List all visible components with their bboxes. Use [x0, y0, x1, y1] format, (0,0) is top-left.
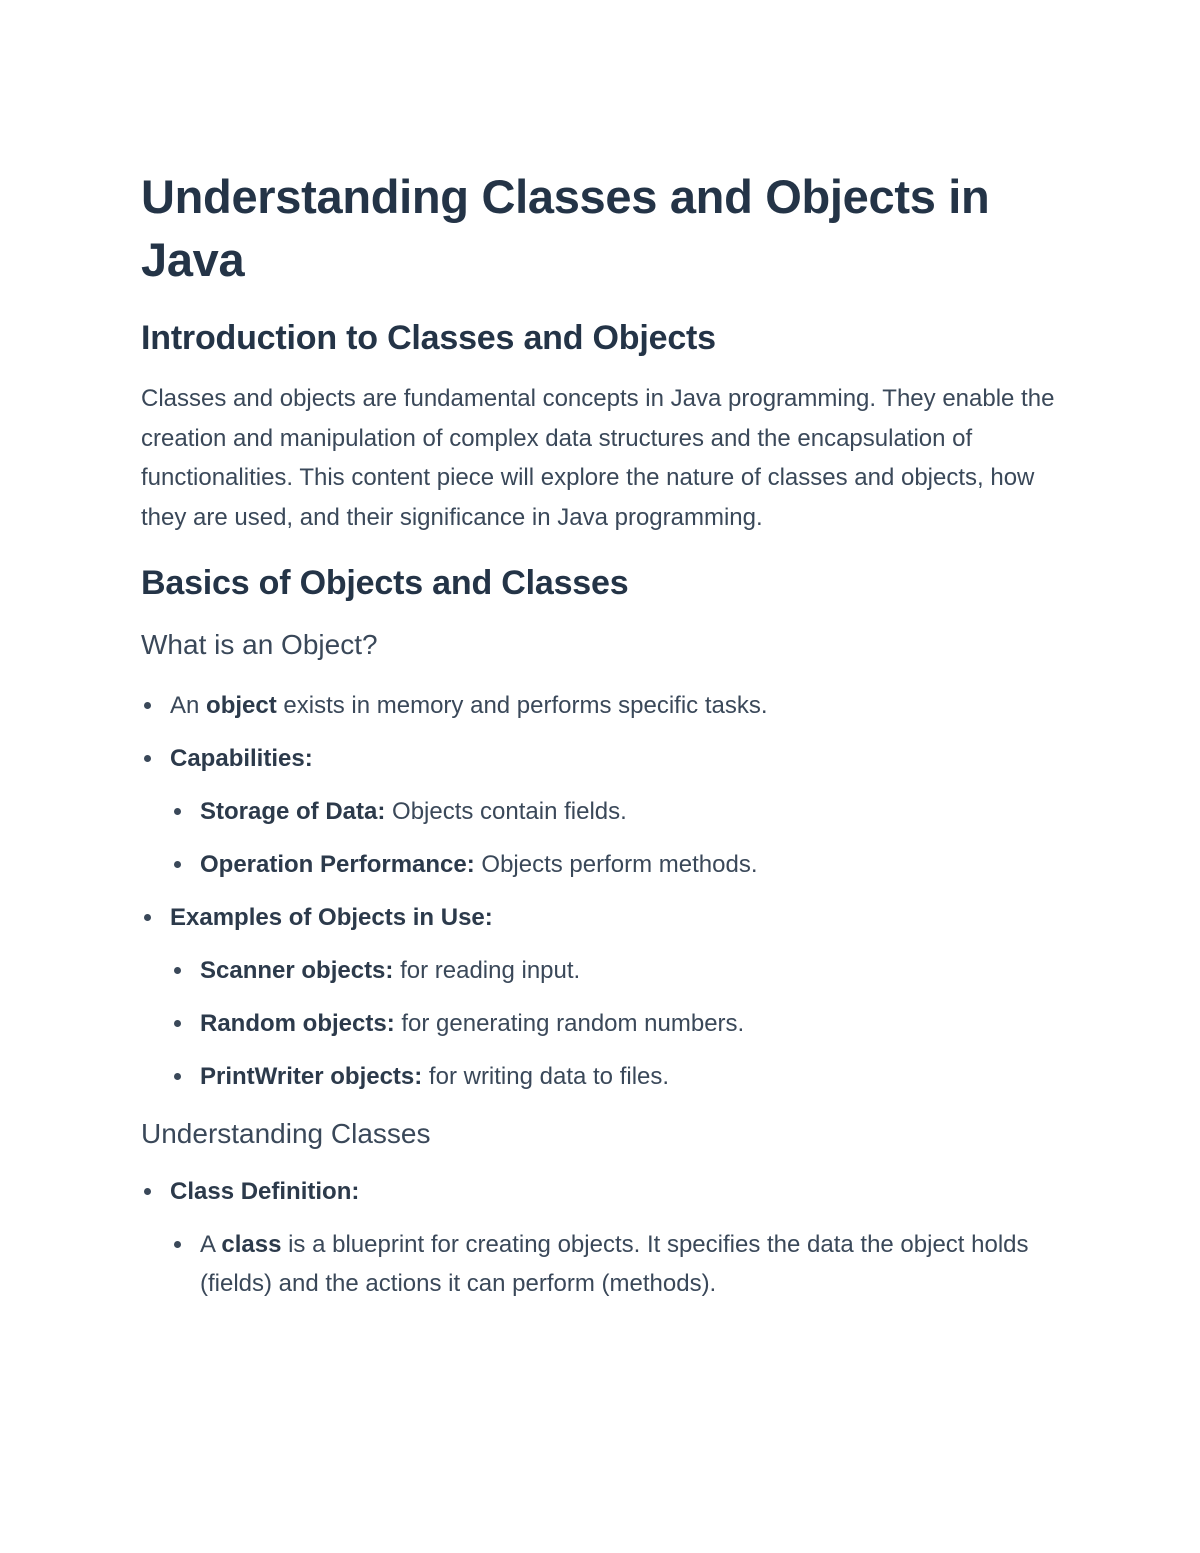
list-item [141, 954, 1061, 987]
subheading-understanding-classes: Understanding Classes [141, 1118, 431, 1149]
intro-paragraph: Classes and objects are fundamental concepts in Java programming. They enable the creation and manipulation of complex data structures and the encapsulation of functionalities. This content piece will explore the nature of classes and objects, how they are used, and their significance in Java programming. [141, 385, 1055, 531]
list-item [141, 689, 1061, 722]
list-item [141, 742, 1061, 775]
list-item [141, 1060, 1061, 1093]
list-item-text: Objects perform methods. [474, 851, 758, 878]
page-title: Understanding Classes and Objects in Java [141, 170, 990, 286]
subheading-what-is-object: What is an Object? [141, 629, 378, 660]
list-item [141, 795, 1061, 828]
list-item-term: Operation Performance: [200, 851, 475, 878]
list-item-prefix: A [200, 1231, 222, 1258]
list-item-text: for generating random numbers. [394, 1010, 745, 1037]
list-item-text: is a blueprint for creating objects. It specifies the data the object holds (fields) and the actions it can perform (methods). [200, 1231, 1029, 1297]
list-item [141, 848, 1061, 881]
class-bullet-list [141, 1175, 1061, 1303]
section-heading-introduction: Introduction to Classes and Objects [141, 319, 716, 357]
list-item-text: exists in memory and performs specific tasks. [276, 692, 768, 719]
list-item-text: for reading input. [393, 957, 581, 984]
list-item-term: Capabilities: [170, 745, 313, 772]
list-item-term: PrintWriter objects: [200, 1063, 423, 1090]
list-item-term: Class Definition: [170, 1178, 360, 1205]
list-item-term: class [221, 1231, 282, 1258]
list-item-text: for writing data to files. [422, 1063, 670, 1090]
list-item [141, 1175, 1061, 1208]
section-heading-basics: Basics of Objects and Classes [141, 564, 629, 602]
list-item-term: object [206, 692, 277, 719]
list-item-term: Scanner objects: [200, 957, 394, 984]
list-item [141, 901, 1061, 934]
document-page [141, 165, 1061, 1303]
list-item [141, 1007, 1061, 1040]
list-item-text: Objects contain fields. [385, 798, 627, 825]
list-item-term: Examples of Objects in Use: [170, 904, 493, 931]
list-item-term: Storage of Data: [200, 798, 386, 825]
list-item [141, 1225, 1061, 1303]
list-item-term: Random objects: [200, 1010, 395, 1037]
list-item-prefix: An [170, 692, 207, 719]
object-bullet-list [141, 689, 1061, 1093]
